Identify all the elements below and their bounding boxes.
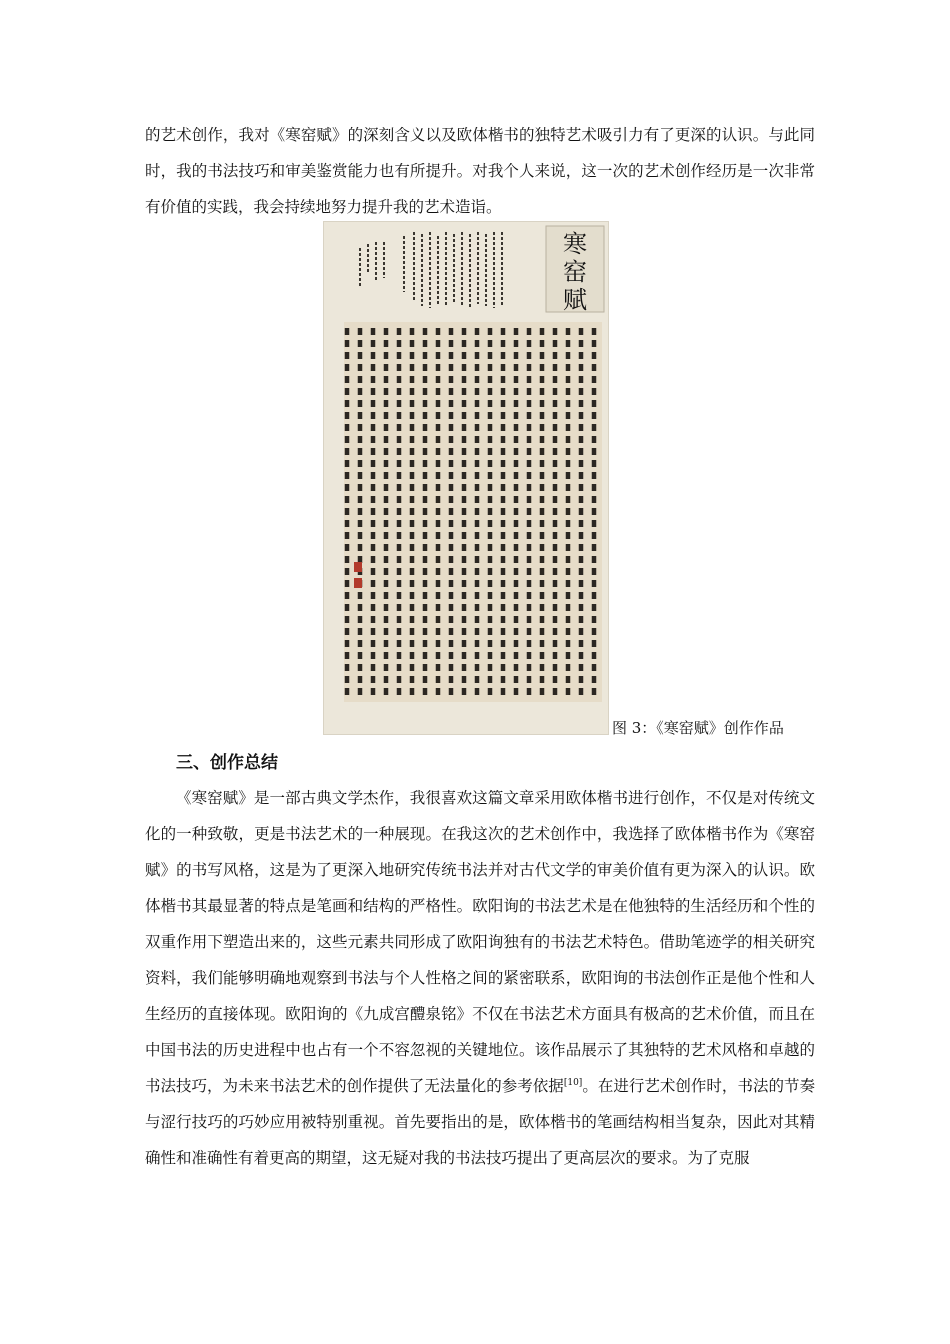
section-heading: 三、创作总结 [176, 753, 278, 773]
paragraph-summary [145, 780, 815, 1176]
paragraph-summary-part-2: 。在进行艺术创作时，书法的节奏与涩行技巧的巧妙应用被特别重视。首先要指出的是，欧体楷书的笔画结构相当复杂，因此对其精确性和准确性有着更高的期望，这无疑对我的书法技巧提出了更高层次的要求。为了克服 [145, 1077, 815, 1167]
seal-2 [354, 578, 362, 588]
title-char-3: 赋 [563, 286, 587, 314]
calligraphy-scroll-image [324, 222, 608, 734]
paragraph-intro: 的艺术创作，我对《寒窑赋》的深刻含义以及欧体楷书的独特艺术吸引力有了更深的认识。与此同时，我的书法技巧和审美鉴赏能力也有所提升。对我个人来说，这一次的艺术创作经历是一次非常有价值的实践，我会持续地努力提升我的艺术造诣。 [145, 126, 815, 216]
reference-marker[interactable]: [10] [563, 1077, 583, 1088]
title-char-2: 窑 [563, 258, 587, 286]
title-char-1: 寒 [563, 230, 587, 258]
figure-caption: 图 3：《寒窑赋》创作作品 [612, 719, 784, 737]
calligraphy-figure [323, 221, 609, 735]
seal-1 [354, 562, 362, 572]
paragraph-summary-part-1: 《寒窑赋》是一部古典文学杰作，我很喜欢这篇文章采用欧体楷书进行创作，不仅是对传统文化的一种致敬，更是书法艺术的一种展现。在我这次的艺术创作中，我选择了欧体楷书作为《寒窑赋》的书写风格，这是为了更深入地研究传统书法并对古代文学的审美价值有更为深入的认识。欧体楷书其最显著的特点是笔画和结构的严格性。欧阳询的书法艺术是在他独特的生活经历和个性的双重作用下塑造出来的，这些元素共同形成了欧阳询独有的书法艺术特色。借助笔迹学的相关研究资料，我们能够明确地观察到书法与个人性格之间的紧密联系，欧阳询的书法创作正是他个性和人生经历的直接体现。欧阳询的《九成宫醴泉铭》不仅在书法艺术方面具有极高的艺术价值，而且在中国书法的历史进程中也占有一个不容忽视的关键地位。该作品展示了其独特的艺术风格和卓越的书法技巧，为未来书法艺术的创作提供了无法量化的参考依据 [145, 789, 815, 1095]
